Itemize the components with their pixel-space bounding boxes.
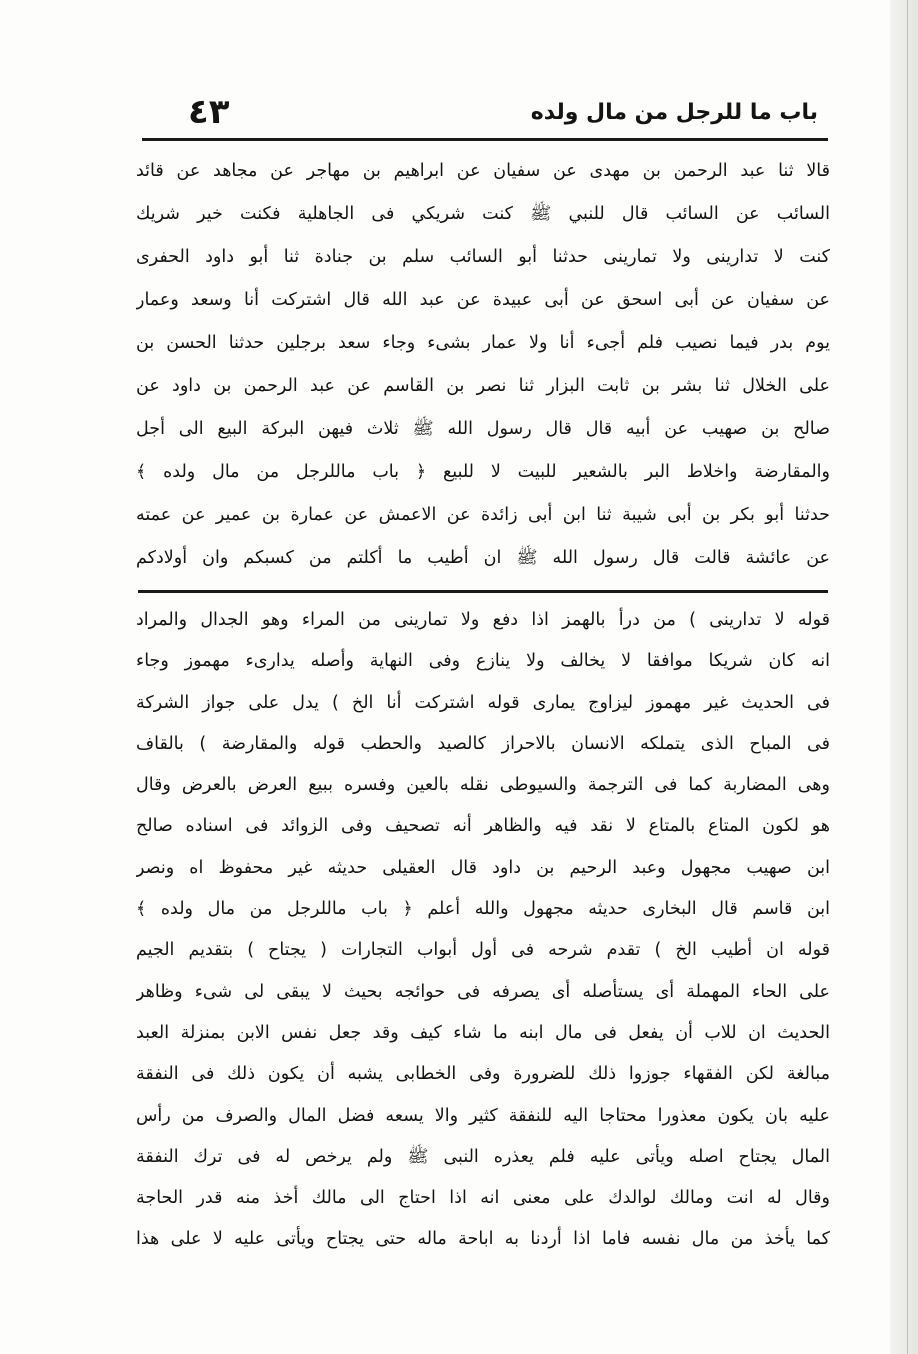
main-text-line: يوم بدر فيما نصيب فلم أجىء أنا ولا عمار بشىء وجاء سعد برجلين حدثنا الحسن بن (136, 333, 830, 353)
commentary-line: على الحاء المهملة أى يستأصله أى يصرفه فى حوائجه بحيث لا يبقى لى شىء وظاهر (136, 981, 830, 1002)
header-rule (142, 138, 828, 141)
commentary-line: وهى المضاربة كما فى الترجمة والسيوطى نقله بالعين وفسره ببيع العرض بالعرض وقال (136, 775, 830, 796)
page-number: ٤٣ (188, 92, 230, 132)
commentary-line: المال يجتاح اصله ويأتى عليه فلم يعذره النبى ﷺ ولم يرخص له فى ترك النفقة (136, 1146, 830, 1167)
commentary-divider-rule (138, 590, 828, 593)
commentary-block (136, 600, 830, 1261)
commentary-line: قوله ان أطيب الخ ) تقدم شرحه فى أول أبواب التجارات ( يجتاح ) بتقديم الجيم (136, 940, 830, 961)
main-text-line: والمقارضة واخلاط البر بالشعير للبيت لا للبيع ﴿ باب ماللرجل من مال ولده ﴾ (136, 462, 830, 482)
running-title: باب ما للرجل من مال ولده (530, 100, 818, 125)
scan-fold-line (907, 0, 908, 1354)
commentary-line: كما يأخذ من مال نفسه فاما اذا أردنا به اباحة ماله حتى يجتاح ويأتى عليه لا على هذا (136, 1229, 830, 1250)
main-text-line: على الخلال ثنا بشر بن ثابت البزار ثنا نصر بن القاسم عن عبد الرحمن بن داود عن (136, 376, 830, 396)
commentary-line: انه كان شريكا موافقا لا يخالف ولا ينازع وفى النهاية وأصله يدارىء مهموز وجاء (136, 651, 830, 672)
main-text-line: عن سفيان عن أبى اسحق عن أبى عبيدة عن عبد الله قال اشتركت أنا وسعد وعمار (136, 290, 830, 310)
commentary-line: ابن صهيب مجهول وعبد الرحيم بن داود قال العقيلى حديثه غير محفوظ اه ونصر (136, 857, 830, 878)
scan-edge (890, 0, 918, 1354)
commentary-line: فى المباح الذى يتملكه الانسان بالاحراز كالصيد والحطب قوله والمقارضة ) بالقاف (136, 733, 830, 754)
main-text-line: عن عائشة قالت قال رسول الله ﷺ ان أطيب ما أكلتم من كسبكم وان أولادكم (136, 548, 830, 568)
main-text-line: السائب عن السائب قال للنبي ﷺ كنت شريكي فى الجاهلية فكنت خير شريك (136, 204, 830, 224)
page-header (150, 92, 818, 136)
commentary-line: هو لكون المتاع بالمتاع لا نقد فيه والظاهر أنه تصحيف وفى الزوائد فى اسناده صالح (136, 816, 830, 837)
main-text-line: حدثنا أبو بكر بن أبى شيبة ثنا ابن أبى زائدة عن الاعمش عن عمارة بن عمير عن عمته (136, 505, 830, 525)
main-text-line: كنت لا تدارينى ولا تمارينى حدثنا أبو السائب سلم بن جنادة ثنا أبو داود الحفرى (136, 247, 830, 267)
main-text-line: صالح بن صهيب عن أبيه قال قال رسول الله ﷺ ثلاث فيهن البركة البيع الى أجل (136, 419, 830, 439)
main-text-block (136, 150, 830, 580)
commentary-line: الحديث ان للاب أن يفعل فى مال ابنه ما شاء كيف وقد جعل نفس الابن بمنزلة العبد (136, 1022, 830, 1043)
commentary-line: مبالغة لكن الفقهاء جوزوا ذلك للضرورة وفى الخطابى يشبه أن يكون ذلك فى النفقة (136, 1064, 830, 1085)
commentary-line: قوله لا تدارينى ) من درأ بالهمز اذا دفع ولا تمارينى من المراء وهو الجدال والمراد (136, 610, 830, 630)
commentary-line: عليه بان يكون معذورا محتاجا اليه للنفقة كثير والا يسعه فضل المال والصرف من رأس (136, 1105, 830, 1126)
commentary-line: وقال له انت ومالك لوالدك على معنى انه اذا احتاج الى مالك أخذ منه قدر الحاجة (136, 1188, 830, 1209)
commentary-line: فى الحديث غير مهموز ليزاوج يمارى قوله اشتركت أنا الخ ) يدل على جواز الشركة (136, 692, 830, 713)
main-text-line: قالا ثنا عبد الرحمن بن مهدى عن سفيان عن ابراهيم بن مهاجر عن مجاهد عن قائد (136, 161, 830, 181)
commentary-line: ابن قاسم قال البخارى حديثه مجهول والله أعلم ﴿ باب ماللرجل من مال ولده ﴾ (136, 899, 830, 920)
